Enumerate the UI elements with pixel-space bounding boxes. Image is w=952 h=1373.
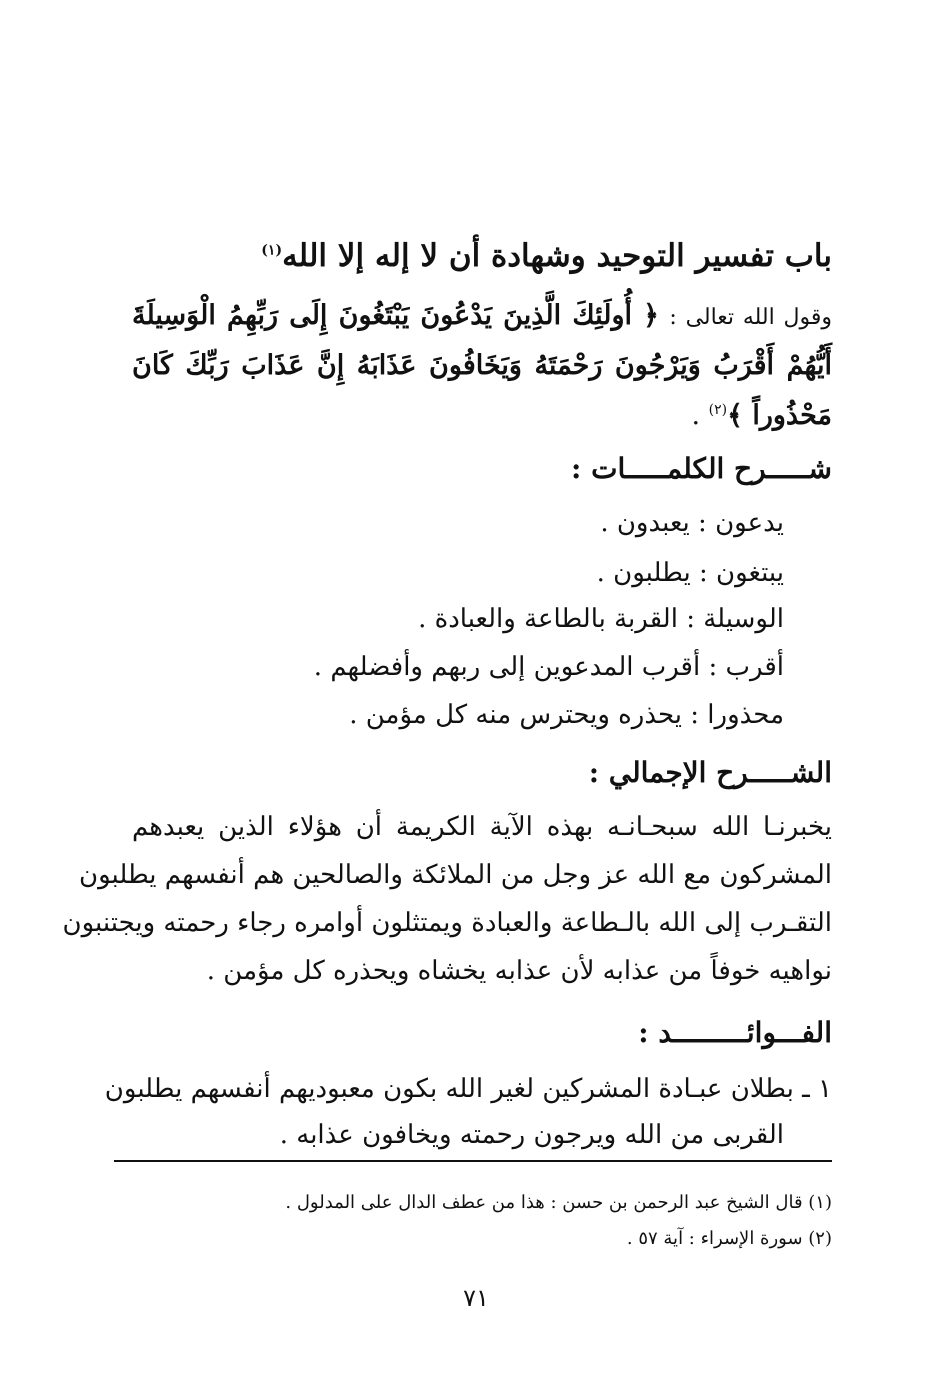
title-text: باب تفسير التوحيد وشهادة أن لا إله إلا الله <box>282 238 832 274</box>
word-item <box>134 700 784 730</box>
word-meaning: أقرب المدعوين إلى ربهم وأفضلهم . <box>313 652 701 682</box>
word-term: يبتغون <box>716 558 784 588</box>
summary-line: نواهيه خوفاً من عذابه لأن عذابه يخشاه ويحذره كل مؤمن . <box>206 956 832 986</box>
page-title <box>132 238 832 274</box>
verse-text-1: ﴿ أُولَئِكَ الَّذِينَ يَدْعُونَ يَبْتَغُونَ إِلَى رَبِّهِمُ الْوَسِيلَةَ <box>132 300 659 331</box>
footnote-separator <box>114 1160 832 1162</box>
word-meaning: يعبدون . <box>600 508 690 538</box>
word-term: الوسيلة <box>703 604 784 634</box>
word-sep: : <box>690 700 700 730</box>
word-sep: : <box>698 558 708 588</box>
footnote: (٢) سورة الإسراء : آية ٥٧ . <box>626 1228 832 1249</box>
word-item <box>134 604 784 634</box>
word-sep: : <box>698 508 707 538</box>
word-item <box>134 558 784 588</box>
benefit-number: ١ ـ <box>802 1074 832 1104</box>
word-meaning: القربة بالطاعة والعبادة . <box>418 604 678 634</box>
summary-heading: الشـــــرح الإجمالي : <box>588 756 832 789</box>
verse-footnote-ref: (٢) <box>708 402 728 418</box>
verse-end: . <box>691 400 701 431</box>
page-number: ٧١ <box>463 1284 489 1312</box>
summary-line: التقـرب إلى الله بالـطاعة والعبادة ويمتثلون أوامره رجاء رحمته ويجتنبون <box>62 908 832 938</box>
title-footnote-ref: (١) <box>261 242 283 259</box>
benefit-item <box>104 1074 832 1104</box>
verse-text-3: مَحْذُوراً ﴾ <box>727 400 832 431</box>
benefit-text-1: بطلان عبـادة المشركين لغير الله بكون معبوديهم أنفسهم يطلبون <box>104 1074 794 1104</box>
verse-line-3 <box>132 400 832 431</box>
word-meaning: يطلبون . <box>596 558 691 588</box>
word-meaning: يحذره ويحترس منه كل مؤمن . <box>349 700 682 730</box>
words-heading: شـــــرح الكلمـــــات : <box>571 452 832 485</box>
word-sep: : <box>686 604 695 634</box>
word-sep: : <box>708 652 718 682</box>
summary-line: المشركون مع الله عز وجل من الملائكة والصالحين هم أنفسهم يطلبون <box>78 860 832 890</box>
benefit-item-continued: القربى من الله ويرجون رحمته ويخافون عذابه . <box>279 1120 784 1150</box>
verse-line-1 <box>132 300 832 331</box>
word-term: يدعون <box>715 508 784 538</box>
benefits-heading: الفـــوائـــــــــد : <box>638 1016 832 1049</box>
word-term: أقرب <box>725 652 784 682</box>
word-item <box>134 508 784 538</box>
footnote: (١) قال الشيخ عبد الرحمن بن حسن : هذا من عطف الدال على المدلول . <box>285 1192 832 1213</box>
verse-line-2: أَيُّهُمْ أَقْرَبُ وَيَرْجُونَ رَحْمَتَهُ وَيَخَافُونَ عَذَابَهُ إِنَّ عَذَابَ رَبِّكَ كَانَ <box>132 350 832 381</box>
summary-line: يخبرنـا الله سبحـانـه بهذه الآية الكريمة أن هؤلاء الذين يعبدهم <box>132 812 832 842</box>
word-item <box>134 652 784 682</box>
verse-intro: وقول الله تعالى : <box>669 305 832 330</box>
word-term: محذورا <box>707 700 784 730</box>
